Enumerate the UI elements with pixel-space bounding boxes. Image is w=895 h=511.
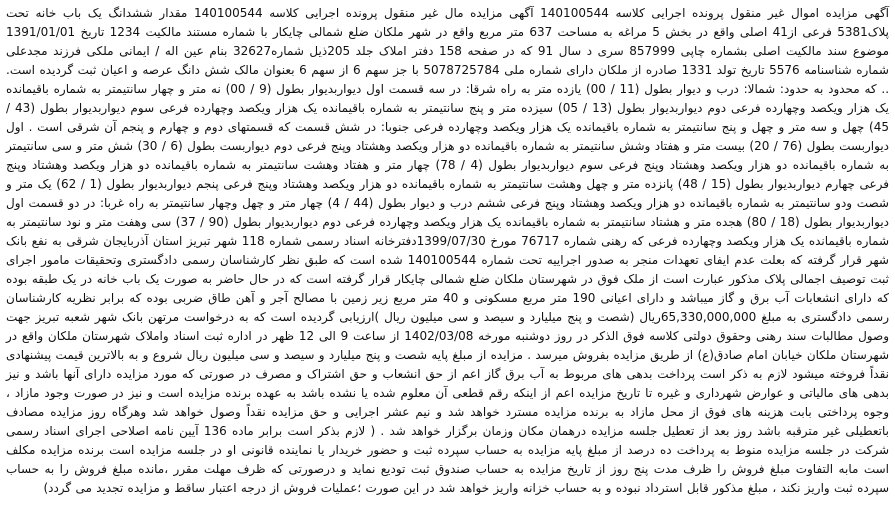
auction-notice-text: آگهی مزایده اموال غیر منقول پرونده اجرایی کلاسه 140100544 آگهی مزایده مال غیر منقول پرونده اجرایی کلاسه 140100544 مقدار ششدانگ یک باب خانه تحت پلاک5381 فرعی از41 اصلی واقع در بخش 5 مراغه به مساحت 637 متر مربع واقع در شهر ملکان ضلع شمالی چایکار با شماره مستند مالکیت 1234 تاریخ 1391/01/01 موضوع سند مالکیت اصلی بشماره چاپی 857999 سری د سال 91 که در صفحه 158 دفتر املاک جلد 205ذیل شماره32627 بنام عین اله / ایمانی ملکی فرزند مجدعلی شماره شناسنامه 5576 تاریخ تولد 1331 صادره از ملکان دارای شماره ملی 5078725784 با جز سهم 6 از سهم 6 بعنوان مالک شش دانگ عرصه و اعیان ثبت گردیده است. .. که محدود به حدود: شمالا: درب و دیوار بطول (11 / 00) یازده متر به راه شرقا: در سه قسمت اول دیواربدیوار بطول (9 / 00) نه متر و چهار سانتیمتر به شماره باقیمانده یک هزار ویکصد وچهارده فرعی دوم دیواربدیوار بطول (13 / 05) سیزده متر و پنج سانتیمتر به شماره باقیمانده یک هزار ویکصد وچهارده فرعی سوم دیواربدیوار بطول (43 / 45) چهل و سه متر و چهل و پنج سانتیمتر به شماره باقیمانده یک هزار ویکصد وچهارده فرعی جنوبا: در شش قسمت که قسمتهای دوم و چهارم و پنجم آن شرقی است . اول دیواربست بطول (76 / 20) بیست متر و هفتاد وشش سانتیمتر به شماره باقیمانده دو هزار ویکصد وهشتاد وپنج فرعی دوم دیواربست بطول (6 / 30) شش متر و سی سانتیمتر به شماره باقیمانده دو هزار ویکصد وهشتاد وپنج فرعی سوم دیواربدیوار بطول (4 / 78) چهار متر و هفتاد وهشت سانتیمتر به شماره باقیمانده دو هزار ویکصد وهشتاد وپنج فرعی چهارم دیواربدیوار بطول (15 / 48) پانزده متر و چهل وهشت سانتیمتر به شماره باقیمانده دو هزار ویکصد وهشتاد وپنج فرعی پنجم دیواربدیوار بطول (1 / 62) یک متر و شصت ودو سانتیمتر به شماره باقیمانده دو هزار ویکصد وهشتاد وپنج فرعی ششم درب و دیوار بطول (44 / 4) چهار متر و چهل وچهار سانتیمتر به راه غربا: در دو قسمت اول دیواربدیوار بطول (18 / 80) هجده متر و هشتاد سانتیمتر به شماره باقیمانده یک هزار ویکصد وچهارده فرعی دوم دیواربدیوار بطول (90 / 37) سی وهفت متر و نود سانتیمتر به شماره باقیمانده یک هزار ویکصد وچهارده فرعی که رهنی شماره 76717 مورخ 1399/07/30دفترخانه اسناد رسمی شماره 118 شهر تبریز استان آذربایجان شرقی به نفع بانک شهر قرار گرفته که بعلت عدم ایفای تعهدات منجر به صدور اجراییه تحت شماره 140100544 شده است که طبق نظر کارشناسان رسمی دادگستری وتحقیقات مامور اجرای ثبت توصیف اجمالی پلاک مذکور عبارت است از ملک فوق در شهرستان ملکان ضلع شمالی چایکار قرار گرفته است که در حال حاضر به صورت یک باب خانه در یک طبقه بوده که دارای انشعابات آب برق و گاز میباشد و دارای اعیانی 190 متر مربع مسکونی و 40 متر مربع زیر زمین با مصالح آجر و آهن طاق ضربی بوده که برابر نظریه کارشناسان رسمی دادگستری به مبلغ 65,330,000,000ریال (شصت و پنج میلیارد و سیصد و سی میلیون ریال )ارزیابی گردیده است که به درخواست مرتهن بانک شهر شعبه تبریز جهت وصول مطالبات سند رهنی وحقوق دولتی کلاسه فوق الذکر در روز دوشنبه مورخه 1402/03/08 از ساعت 9 الی 12 ظهر در اداره ثبت اسناد واملاک شهرستان ملکان واقع در شهرستان ملکان خیابان امام صادق(ع) از طریق مزایده بفروش میرسد . مزایده از مبلغ پایه شصت و پنج میلیارد و سیصد و سی میلیون ریال شروع و به بالاترین قیمت پیشنهادی نقداً فروخته میشود لازم به ذکر است پرداخت بدهی های مربوط به آب برق گاز اعم از حق انشعاب و حق اشتراک و مصرف در صورتی که مورد مزایده دارای آنها باشد و نیز بدهی های مالیاتی و عوارض شهرداری و غیره تا تاریخ مزایده اعم از اینکه رقم قطعی آن معلوم شده یا نشده باشد به عهده برنده مزایده است و نیز در صورت وجود مازاد ، وجوه پرداختی بابت هزینه های فوق از محل مازاد به برنده مزایده مسترد خواهد شد و نیم عشر اجرایی و حق مزایده نقداً وصول خواهد شد وهرگاه روز مزایده مصادف باتعطیلی غیر مترقبه باشد روز بعد از تعطیل جلسه مزایده درهمان مکان وزمان برگزار خواهد شد . ( لازم بذکر است برابر ماده 136 آیین نامه اصلاحی اجرای اسناد رسمی شرکت در جلسه مزایده منوط به پرداخت ده درصد از مبلغ پایه مزایده به حساب سپرده ثبت و حضور خریدار یا نماینده قانونی او در جلسه مزایده است برنده مزایده مکلف است مابه التفاوت مبلغ فروش را ظرف مدت پنج روز از تاریخ مزایده به حساب صندوق ثبت تودیع نماید و درصورتی که ظرف مهلت مقرر ،مانده مبلغ فروش را به حساب سپرده ثبت واریز نکند ، مبلغ مذکور قابل استرداد نبوده و به حساب خزانه واریز خواهد شد در این صورت ؛عملیات فروش از درجه اعتبار ساقط و مزایده تجدید می گردد) (6, 6, 890, 495)
